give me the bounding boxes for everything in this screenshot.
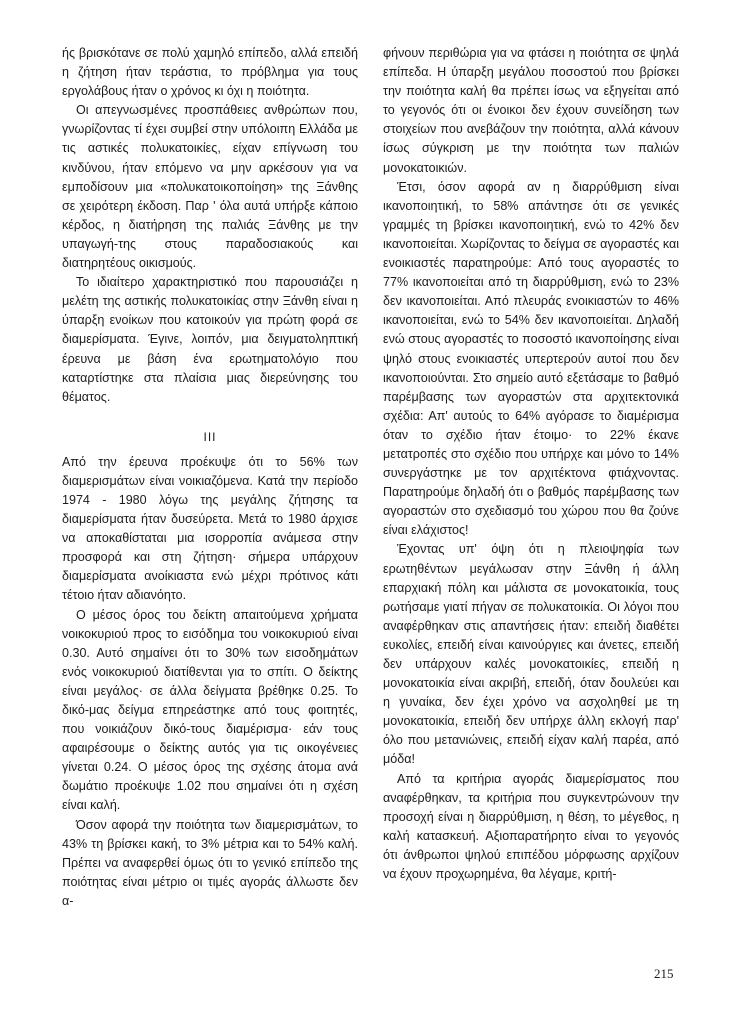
paragraph: Από την έρευνα προέκυψε ότι το 56% των διαμερισμάτων είναι νοικιαζόμενα. Κατά την περίοδο 1974 - 1980 λόγω της μεγάλης ζήτησης τα διαμερίσματα ήταν δυσεύρετα. Μετά το 1980 άρχισε να αποκαθίσταται μια ισορροπία ανάμεσα στην προσφορά και στη ζήτηση· σήμερα υπάρχουν διαμερίσματα ανοίκιαστα ενώ μέχρι πρότινος κάτι τέτοιο ήταν αδιανόητο. — [62, 454, 358, 603]
page-number: 215 — [654, 966, 674, 981]
left-column — [62, 44, 358, 911]
paragraph: Οι απεγνωσμένες προσπάθειες ανθρώπων που, γνωρίζοντας τί έχει συμβεί στην υπόλοιπη Ελλάδα με τις αστικές πολυκατοικίες, είχαν επίγνωση του κινδύνου, ήταν επόμενο να μην αρκέσουν για να εμποδίσουν μια «πολυκατοικοποίηση» της Ξάνθης σε χειρότερη έκδοση. Παρ ' όλα αυτά υπήρξε κάποιο κέρδος, η διατήρηση της παλιάς Ξάνθης με την υπαγωγή-της στους παραδοσιακούς και διατηρητέους οικισμούς. — [62, 103, 358, 271]
paragraph: φήνουν περιθώρια για να φτάσει η ποιότητα σε ψηλά επίπεδα. Η ύπαρξη μεγάλου ποσοστού που βρίσκει την ποιότητα καλή θα πρέπει ίσως να εξηγείται από το γεγονός ότι οι ένοικοι δεν έχουν συνείδηση των στοιχείων που ανεβάζουν την ποιότητα, αλλά κάνουν ίσως σύγκριση με την ποιότητα των παλιών μονοκατοικιών. — [383, 46, 679, 175]
paragraph: Έχοντας υπ' όψη ότι η πλειοψηφία των ερωτηθέντων μεγάλωσαν στην Ξάνθη ή άλλη επαρχιακή πόλη και μάλιστα σε μονοκατοικία, τους ρωτήσαμε γιατί πήγαν σε πολυκατοικία. Οι λόγοι που αναφέρθηκαν στις απαντήσεις ήταν: επειδή διαθέτει ευκολίες, επειδή είναι καινούργιες και άνετες, επειδή δεν υπάρχουν καλές μονοκατοικίες, επειδή η μονοκατοικία είναι ακριβή, επειδή, όταν δουλεύει και η γυναίκα, δεν έχει χρόνο να ασχοληθεί με τη μονοκατοικία, επειδή δεν υπήρχε άλλη εκλογή παρ' όλο που μετανιώνεις, επειδή είχαν καλή παρέα, από μόδα! — [383, 542, 679, 767]
right-column — [383, 44, 679, 884]
section-marker: III — [203, 429, 217, 444]
paragraph: Ο μέσος όρος του δείκτη απαιτούμενα χρήματα νοικοκυριού προς το εισόδημα του νοικοκυριού είναι 0.30. Αυτό σημαίνει ότι το 30% των εισοδημάτων ενός νοικοκυριού διατίθενται για το σπίτι. Ο δείκτης είναι μεγάλος· σε άλλα δείγματα βρέθηκε 0.25. Το δικό-μας δείγμα επηρεάστηκε από τους φοιτητές, που νοικιάζουν δικό-τους διαμέρισμα· εάν τους αφαιρέσουμε ο δείκτης αυτός για τις οικογένειες γίνεται 0.24. Ο μέσος όρος της σχέσης άτομα ανά δωμάτιο προέκυψε 1.02 που σημαίνει ότι η σχέση είναι καλή. — [62, 607, 358, 813]
paragraph: Το ιδιαίτερο χαρακτηριστικό που παρουσιάζει η μελέτη της αστικής πολυκατοικίας στην Ξάνθη είναι η ύπαρξη ενοίκων που κατοικούν για πρώτη φορά σε διαμερίσματα. Έγινε, λοιπόν, μια δειγματοληπτική έρευνα με βάση ένα ερωτηματολόγιο που καταρτίστηκε στα πλαίσια μιας διερεύνησης του θέματος. — [62, 275, 358, 404]
paragraph: ής βρισκότανε σε πολύ χαμηλό επίπεδο, αλλά επειδή η ζήτηση ήταν τεράστια, το πρόβλημα για τους εργολάβους ήταν ο χρόνος κι όχι η ποιότητα. — [62, 46, 358, 99]
paragraph: Από τα κριτήρια αγοράς διαμερίσματος που αναφέρθηκαν, τα κριτήρια που συγκεντρώνουν την προσοχή είναι η διαρρύθμιση, η θέση, το μέγεθος, η καλή κατασκευή. Αξιοπαρατήρητο είναι το γεγονός ότι άνθρωποι ψηλού επιπέδου μόρφωσης αρχίζουν να έχουν προχωρημένα, θα λέγαμε, κριτή- — [383, 771, 679, 882]
paragraph: Έτσι, όσον αφορά αν η διαρρύθμιση είναι ικανοποιητική, το 58% απάντησε ότι σε γενικές γραμμές τη βρίσκει ικανοποιητική, ενώ το 42% δεν ικανοποιείται. Χωρίζοντας το δείγμα σε αγοραστές και ενοικιαστές παρατηρούμε: Από τους αγοραστές το 77% ικανοποιείται από τη διαρρύθμιση, ενώ το 23% δεν ικανοποιείται. Από πλευράς ενοικιαστών το 46% ικανοποιείται, ενώ το 54% δεν ικανοποιείται. Δηλαδή ενώ στους αγοραστές το ποσοστό ικανοποίησης είναι ψηλό στους ενοικιαστές υπερτερούν αυτοί που δεν ικανοποιούνται. Στο σημείο αυτό εξετάσαμε το βαθμό παρέμβασης των αγοραστών στα αρχιτεκτονικά σχέδια: Απ' αυτούς το 64% αγόρασε το διαμέρισμα όταν το σχέδιο ήταν έτοιμο· το 22% έκανε μετατροπές στο σχέδιο που υπήρχε και μόνο το 14% συνεργάστηκε με τον αρχιτέκτονα φτιάχνοντας. Παρατηρούμε δηλαδή ότι ο βαθμός παρέμβασης των αγοραστών στο σχεδιασμό του χώρου που θα ζούνε είναι ελάχιστος! — [383, 179, 679, 538]
paragraph: Όσον αφορά την ποιότητα των διαμερισμάτων, το 43% τη βρίσκει κακή, το 3% μέτρια και το 54% καλή. Πρέπει να αναφερθεί όμως ότι το γενικό επίπεδο της ποιότητας είναι μέτριο οι τιμές αγοράς άλλωστε δεν α- — [62, 817, 358, 908]
